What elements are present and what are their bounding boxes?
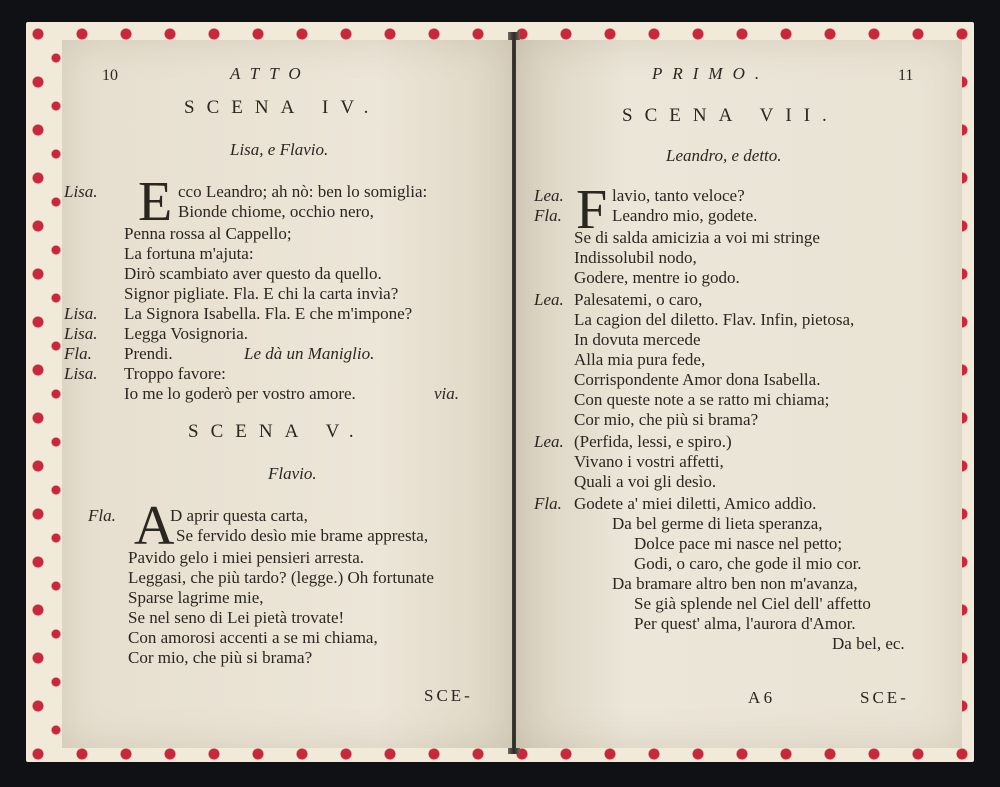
verse-line: cco Leandro; ah nò: ben lo somiglia: [178,182,428,201]
verse-line: Se già splende nel Ciel dell' affetto [634,594,871,613]
verse-line: Palesatemi, o caro, [574,290,703,309]
stage-direction: Le dà un Maniglio. [244,344,375,363]
right-page [516,40,962,748]
scene-characters: Lisa, e Flavio. [230,140,329,159]
verse-line: Cor mio, che più si brama? [128,648,313,667]
verse-line: Se di salda amicizia a voi mi stringe [574,228,820,247]
drop-capital: E [138,171,173,233]
verse-line: Indissolubil nodo, [574,248,697,267]
speaker: Lisa. [64,304,98,323]
verse-line: Troppo favore: [124,364,226,383]
scene-characters: Flavio. [268,464,317,483]
verse-line: La Signora Isabella. Fla. E che m'impone? [124,304,413,323]
verse-line: Bionde chiome, occhio nero, [178,202,374,221]
catchword: SCE- [860,688,909,707]
verse-line: Leandro mio, godete. [612,206,758,225]
verse-line: Corrispondente Amor dona Isabella. [574,370,821,389]
verse-line: Con queste note a se ratto mi chiama; [574,390,830,409]
verse-line: Quali a voi gli desìo. [574,472,717,491]
verse-line: Penna rossa al Cappello; [124,224,292,243]
verse-line: Se nel seno di Lei pietà trovate! [128,608,345,627]
verse-line: Con amorosi accenti a se mi chiama, [128,628,378,647]
left-page [62,40,512,748]
scene-characters: Leandro, e detto. [666,146,782,165]
running-head: PRIMO. [652,64,770,83]
verse-line: D aprir questa carta, [170,506,308,525]
verse-line: Leggasi, che più tardo? (legge.) Oh fortunate [128,568,434,587]
page-number: 10 [102,67,118,84]
scene-title: SCENA VII. [622,105,839,126]
verse-line: Pavido gelo i miei pensieri arresta. [128,548,365,567]
speaker: Lea. [534,432,564,451]
speaker: Fla. [534,206,562,225]
verse-line: Alla mia pura fede, [574,350,706,369]
verse-line: Vivano i vostri affetti, [574,452,724,471]
drop-capital: F [576,179,608,241]
speaker: Lisa. [64,182,98,201]
verse-line: (Perfida, lessi, e spiro.) [574,432,732,451]
drop-capital: A [134,495,175,557]
running-head: ATTO [230,64,311,83]
verse-line: Godi, o caro, che gode il mio cor. [634,554,862,573]
verse-line: lavio, tanto veloce? [612,186,745,205]
speaker: Fla. [534,494,562,513]
verse-line: La fortuna m'ajuta: [124,244,254,263]
verse-line: Io me lo goderò per vostro amore. [124,384,356,403]
verse-line: Da bel, ec. [832,634,905,653]
verse-line: Godere, mentre io godo. [574,268,740,287]
verse-line: Se fervido desìo mie brame appresta, [176,526,429,545]
verse-line: Prendi. [124,344,173,363]
verse-line: Signor pigliate. Fla. E chi la carta invìa? [124,284,399,303]
verse-line: Cor mio, che più si brama? [574,410,759,429]
verse-line: La cagion del diletto. Flav. Infin, pietosa, [574,310,855,329]
verse-line: In dovuta mercede [574,330,701,349]
speaker: Fla. [88,506,116,525]
scene-title: SCENA V. [188,421,366,442]
verse-line: Sparse lagrime mie, [128,588,264,607]
verse-line: Da bramare altro ben non m'avanza, [612,574,858,593]
verse-line: Godete a' miei diletti, Amico addìo. [574,494,817,513]
speaker: Lea. [534,186,564,205]
speaker: Lisa. [64,364,98,383]
stage-direction: via. [434,384,460,403]
page-number: 11 [898,67,914,84]
speaker: Lea. [534,290,564,309]
verse-line: Per quest' alma, l'aurora d'Amor. [634,614,856,633]
speaker: Fla. [64,344,92,363]
verse-line: Dolce pace mi nasce nel petto; [634,534,843,553]
catchword: SCE- [424,686,473,705]
speaker: Lisa. [64,324,98,343]
signature-mark: A 6 [748,688,773,707]
verse-line: Legga Vosignoria. [124,324,249,343]
scene-title: SCENA IV. [184,97,381,118]
verse-line: Dirò scambiato aver questo da quello. [124,264,382,283]
verse-line: Da bel germe di lieta speranza, [612,514,823,533]
